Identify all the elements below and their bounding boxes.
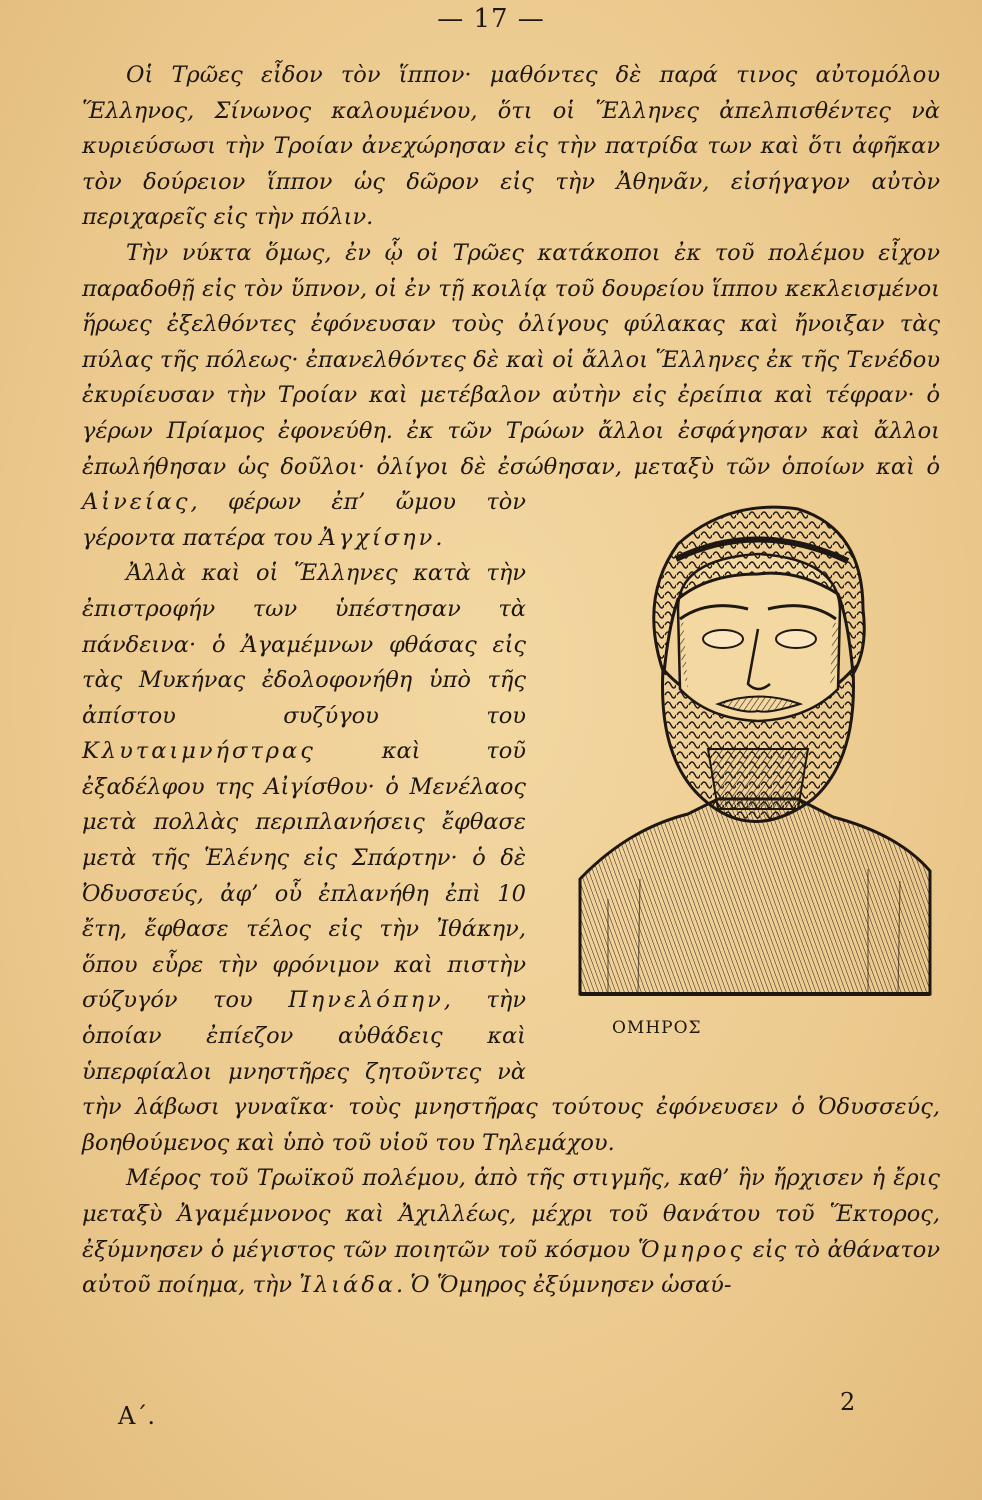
paragraph-1-text: Οἱ Τρῶες εἶδον τὸν ἵππον· μαθόντες δὲ παρά τινος αὐτομόλου Ἕλληνος, Σίνωνος καλουμένου, ὅτι οἱ Ἕλληνες ἀπελπισθέντες νὰ κυριεύσωσι τὴν Τροίαν ἀνεχώρησαν εἰς τὴν πατρίδα των καὶ ὅτι ἀφῆκαν τὸν δούρειον ἵππον ὡς δῶρον εἰς τὴν Ἀθηνᾶν, εἰσήγαγον αὐτὸν περιχαρεῖς εἰς τὴν πόλιν. — [82, 62, 940, 231]
homer-figure — [546, 499, 946, 1059]
paragraph-4-text: Μέρος τοῦ Τρωϊκοῦ πολέμου, ἀπὸ τῆς στιγμῆς, καθ’ ἣν ἤρχισεν ἡ ἔρις μεταξὺ Ἀγαμέμνονος καὶ Ἀχιλλέως, μέχρι τοῦ θανάτου τοῦ Ἕκτορος, ἐξύμνησεν ὁ μέγιστος τῶν ποιητῶν τοῦ κόσμου — [82, 1165, 940, 1263]
title-iliad: Ἰλιάδα — [299, 1272, 396, 1299]
page-number: — 17 — — [437, 4, 545, 34]
paragraph-2-text-end: . — [435, 524, 443, 551]
signature-mark: Α΄. — [118, 1402, 155, 1430]
paragraph-3-text: Ἀλλὰ καὶ οἱ Ἕλληνες κατὰ τὴν ἐπιστροφήν των ὑπέστησαν τὰ πάνδεινα· ὁ Ἀγαμέμνων φθάσας εἰς τὰς Μυκήνας ἐδολοφονήθη ὑπὸ τῆς ἀπίστου συζύγου του — [82, 560, 526, 729]
name-penelope: Πηνελόπην — [288, 987, 444, 1014]
paragraph-3-text-after: καὶ τοῦ ἐξαδέλφου της Αἰγίσθου· ὁ Μενέλαος μετὰ πολλὰς περιπλανήσεις ἔφθασε μετὰ τῆς Ἑλένης εἰς Σπάρτην· ὁ δὲ Ὀδυσσεύς, ἀφ’ οὗ ἐπλανήθη ἐπὶ 10 ἔτη, ἔφθασε τέλος εἰς τὴν Ἰθάκην, ὅπου εὗρε τὴν φρόνιμον καὶ πιστὴν σύζυγόν του — [82, 738, 526, 1014]
paragraph-2-text: Τὴν νύκτα ὅμως, ἐν ᾧ οἱ Τρῶες κατάκοποι ἐκ τοῦ πολέμου εἶχον παραδοθῇ εἰς τὸν ὕπνον, οἱ ἐν τῇ κοιλίᾳ τοῦ δουρείου ἵππου κεκλεισμένοι ἥρωες ἐξελθόντες ἐφόνευσαν τοὺς ὀλίγους φύλακας καὶ ἤνοιξαν τὰς πύλας τῆς πόλεως· ἐπανελθόντες δὲ καὶ οἱ ἄλλοι Ἕλληνες ἐκ τῆς Τενέδου ἐκυρίευσαν τὴν Τροίαν καὶ μετέβαλον αὐτὴν εἰς ἐρείπια καὶ τέφραν· ὁ γέρων Πρίαμος ἐφονεύθη. ἐκ τῶν Τρώων ἄλλοι ἐσφάγησαν καὶ ἄλλοι ἐπωλήθησαν ὡς δοῦλοι· ὀλίγοι δὲ ἐσώθησαν, μεταξὺ τῶν ὁποίων καὶ ὁ — [82, 239, 940, 480]
paragraph-3-text-end: , τὴν ὁποίαν ἐπίεζον αὐθάδεις καὶ ὑπερφίαλοι μνηστῆρες ζητοῦντες νὰ τὴν λάβωσι γυναῖκα· τοὺς μνηστῆρας τούτους ἐφόνευσεν ὁ Ὀδυσσεύς, βοηθούμενος καὶ ὑπὸ τοῦ υἱοῦ του Τηλεμάχου. — [82, 987, 940, 1156]
paragraph-4-text-end: . Ὁ Ὅμηρος ἐξύμνησεν ὡσαύ- — [395, 1272, 732, 1299]
homer-bust-image — [568, 499, 940, 1009]
paragraph-4-text-after: εἰς τὸ ἀθάνατον αὐτοῦ ποίημα, τὴν — [82, 1236, 941, 1299]
body-text — [82, 58, 940, 1304]
name-aeneas: Αἰνείας — [82, 489, 191, 516]
paragraph-4 — [82, 1161, 940, 1303]
name-clytemnestra: Κλυταιμνήστρας — [82, 738, 316, 765]
name-homer: Ὅμηρος — [637, 1236, 746, 1263]
paragraph-1 — [82, 58, 940, 236]
sheet-number: 2 — [840, 1388, 856, 1416]
paragraph-2-text-after: , φέρων ἐπ’ ὤμου τὸν γέροντα πατέρα του — [82, 489, 526, 551]
name-anchises: Ἀγχίσην — [319, 524, 436, 551]
figure-caption: ΟΜΗΡΟΣ — [612, 1018, 702, 1039]
